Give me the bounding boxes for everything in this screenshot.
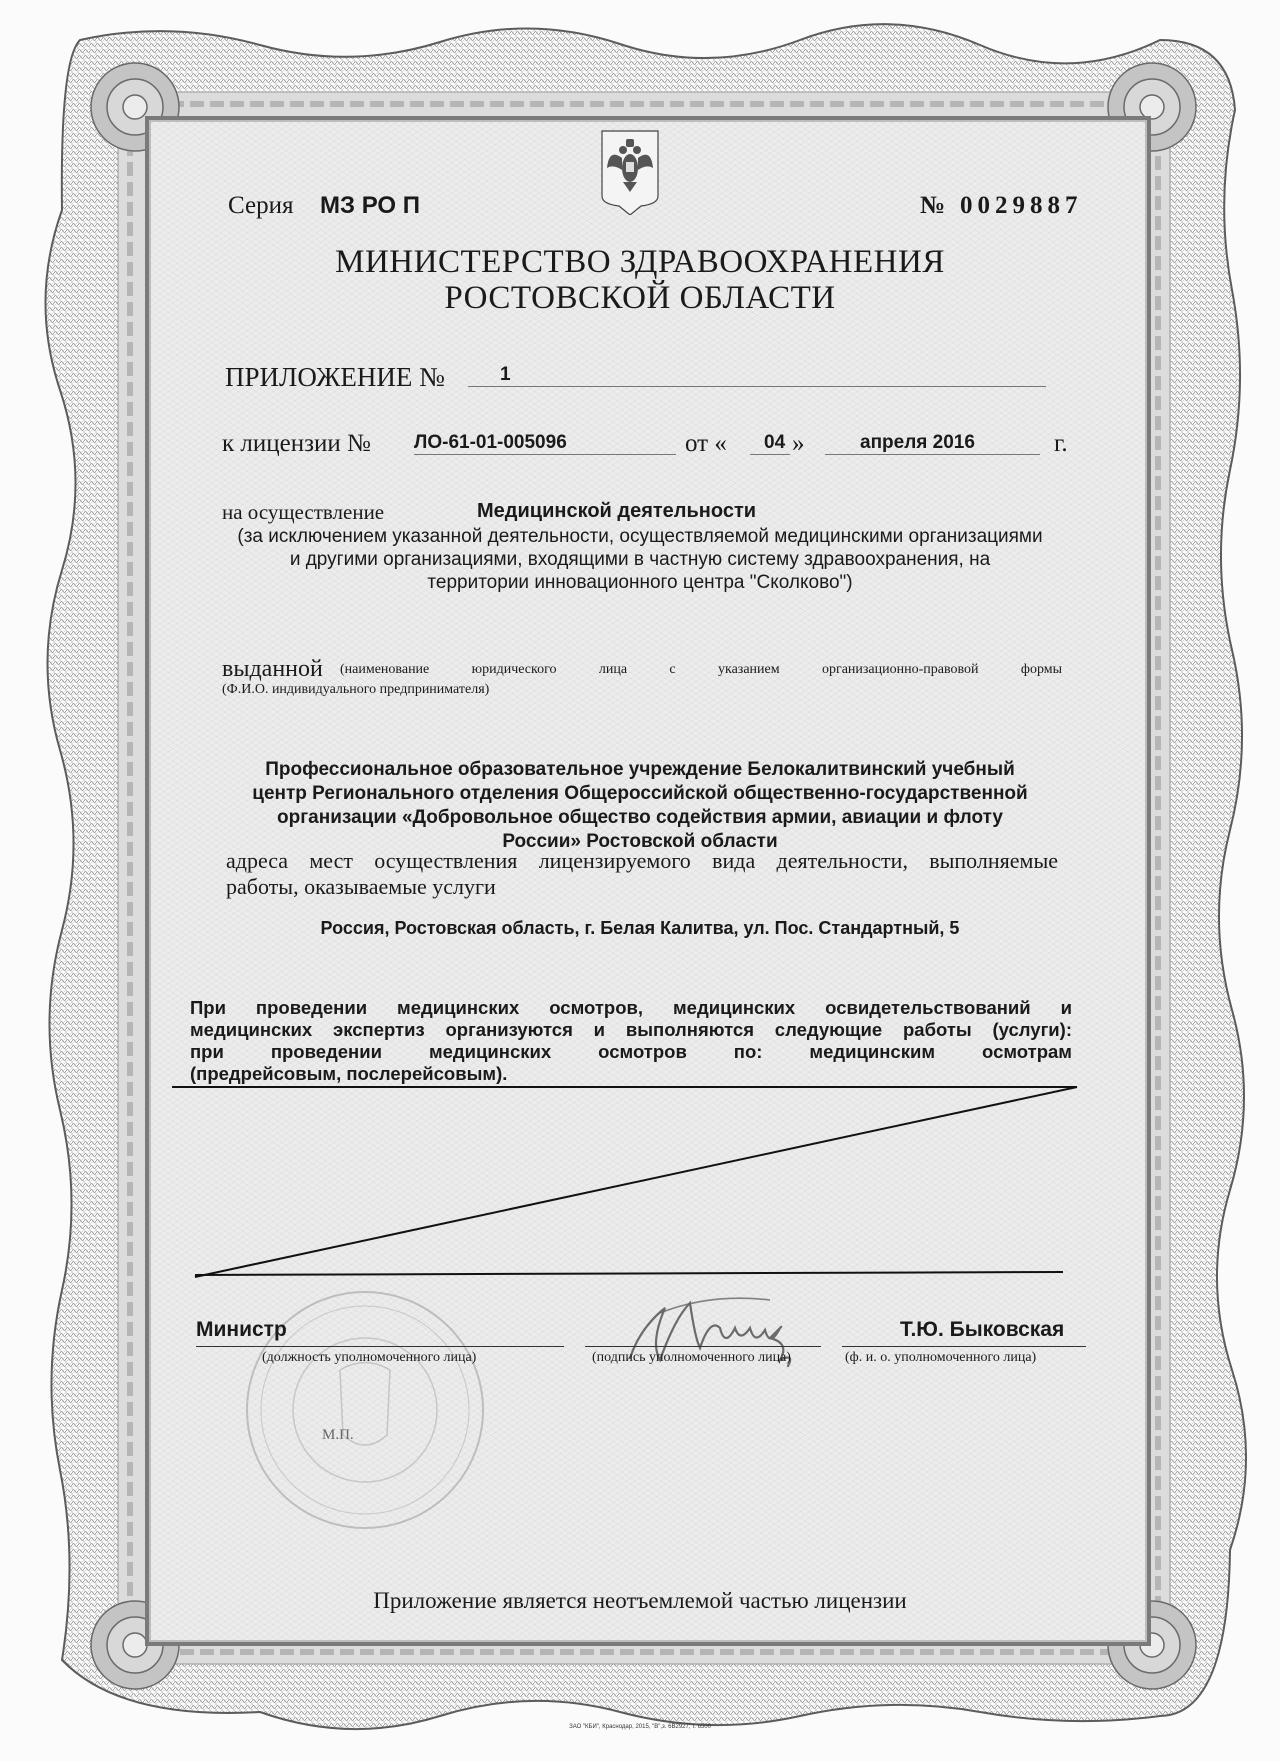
works-line: При проведении медицинских осмотров, медицинских освидетельствований и <box>190 997 1072 1018</box>
signature-hint: (подпись уполномоченного лица) <box>592 1350 791 1365</box>
organization-line: организации «Добровольное общество содействия армии, авиации и флоту <box>277 807 1003 828</box>
works-line: (предрейсовым, послерейсовым). <box>190 1063 508 1084</box>
activity-note-line: территории инновационного центра "Сколково") <box>427 572 853 593</box>
license-underline <box>414 454 676 455</box>
day-underline <box>750 454 790 455</box>
year-suffix: г. <box>1054 430 1068 457</box>
role-hint: (должность уполномоченного лица) <box>262 1350 477 1365</box>
works-line: медицинских экспертиз организуются и выполняются следующие работы (услуги): <box>190 1019 1072 1040</box>
issued-label: выданной <box>222 656 323 682</box>
appendix-number: 1 <box>500 364 511 385</box>
month-underline <box>825 454 1040 455</box>
activity-note <box>180 525 1100 594</box>
appendix-footer-note: Приложение является неотъемлемой частью лицензии <box>373 1588 907 1613</box>
address-value: Россия, Ростовская область, г. Белая Калитва, ул. Пос. Стандартный, 5 <box>320 918 960 938</box>
coat-of-arms-icon <box>601 130 659 215</box>
appendix-underline <box>468 386 1046 387</box>
name-underline <box>842 1346 1086 1347</box>
license-number: ЛО-61-01-005096 <box>414 432 567 453</box>
license-label: к лицензии № <box>222 430 371 457</box>
organization-line: центр Регионального отделения Общероссийской общественно-государственной <box>252 783 1028 804</box>
signatory-name: Т.Ю. Быковская <box>900 1318 1065 1341</box>
organization-line: России» Ростовской области <box>502 831 778 852</box>
series-value: МЗ РО П <box>320 192 420 219</box>
series-label: Серия <box>228 192 294 219</box>
name-hint: (ф. и. о. уполномоченного лица) <box>845 1350 1037 1365</box>
issued-hint-2: (Ф.И.О. индивидуального предпринимателя) <box>222 682 490 697</box>
works-list <box>190 997 1072 1085</box>
date-from-label: от « <box>685 430 727 457</box>
address-label-line: работы, оказываемые услуги <box>226 874 496 899</box>
license-day: 04 <box>764 432 786 453</box>
license-month-year: апреля 2016 <box>860 432 975 453</box>
ministry-title-line1: МИНИСТЕРСТВО ЗДРАВООХРАНЕНИЯ <box>335 244 945 280</box>
works-line: при проведении медицинских осмотров по: медицинским осмотрам <box>190 1041 1072 1062</box>
activity-note-line: (за исключением указанной деятельности, осуществляемой медицинскими организациями <box>237 526 1043 547</box>
organization-name <box>220 758 1060 854</box>
appendix-label: ПРИЛОЖЕНИЕ № <box>225 362 445 392</box>
signatory-role: Министр <box>196 1318 287 1341</box>
activity-label: на осуществление <box>222 500 385 524</box>
number-sign: № <box>920 192 946 219</box>
ministry-title-line2: РОСТОВСКОЙ ОБЛАСТИ <box>444 280 836 316</box>
address-label-line: адреса мест осуществления лицензируемого вида деятельности, выполняемые <box>226 848 1058 873</box>
organization-line: Профессиональное образовательное учреждение Белокалитвинский учебный <box>265 759 1015 780</box>
printer-imprint: ЗАО "КБИ", Краснодар, 2015, "В",з. 6В2927, т. 6500 <box>569 1724 711 1730</box>
activity-title: Медицинской деятельности <box>477 500 757 522</box>
quote-close: » <box>792 430 805 457</box>
form-number: 0029887 <box>960 192 1083 219</box>
seal-place-label: М.П. <box>322 1427 354 1443</box>
activity-note-line: и другими организациями, входящими в частную систему здравоохранения, на <box>289 549 991 570</box>
issued-hint: (наименование юридического лица с указанием организационно-правовой формы <box>340 662 1062 677</box>
address-label <box>226 848 1058 900</box>
signature-underline <box>585 1346 821 1347</box>
role-underline <box>196 1346 564 1347</box>
